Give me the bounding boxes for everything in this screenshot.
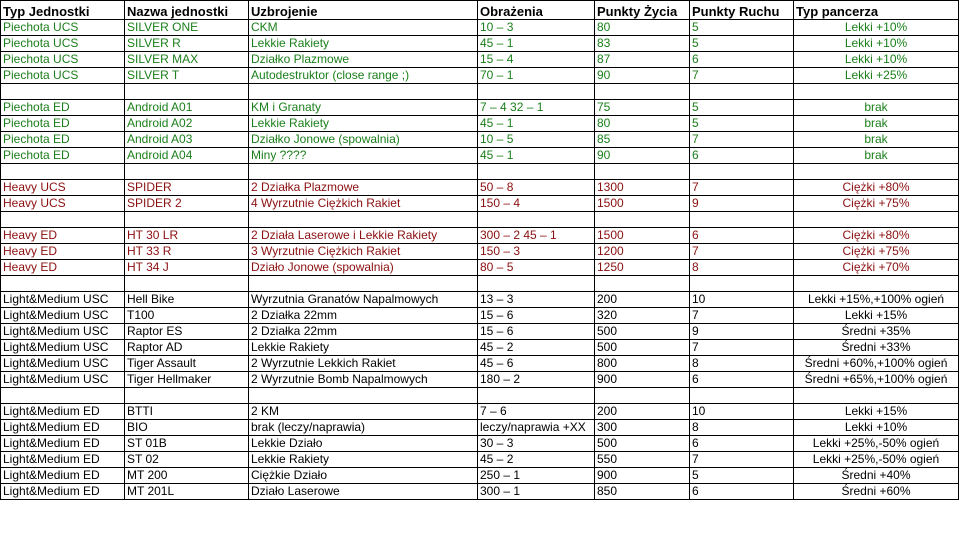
- cell-weapons[interactable]: Działko Jonowe (spowalnia): [249, 132, 478, 148]
- cell-unit-type[interactable]: Piechota UCS: [1, 20, 125, 36]
- cell-unit-name[interactable]: Tiger Hellmaker: [125, 372, 249, 388]
- cell-movement[interactable]: 7: [690, 132, 794, 148]
- cell-health[interactable]: 500: [595, 340, 690, 356]
- cell-movement[interactable]: [690, 164, 794, 180]
- cell-unit-type[interactable]: Light&Medium USC: [1, 308, 125, 324]
- table-row: [1, 468, 959, 484]
- cell-unit-name[interactable]: ST 02: [125, 452, 249, 468]
- cell-damage[interactable]: 10 – 3: [478, 20, 595, 36]
- cell-damage[interactable]: [478, 164, 595, 180]
- cell-weapons[interactable]: Lekkie Rakiety: [249, 452, 478, 468]
- cell-armor[interactable]: Lekki +15%: [794, 404, 959, 420]
- cell-weapons[interactable]: 2 Działka 22mm: [249, 324, 478, 340]
- header-row: [1, 1, 959, 20]
- cell-damage[interactable]: 150 – 4: [478, 196, 595, 212]
- cell-damage[interactable]: 45 – 1: [478, 148, 595, 164]
- cell-unit-type[interactable]: Light&Medium ED: [1, 436, 125, 452]
- spacer-row: [1, 388, 959, 404]
- cell-weapons[interactable]: [249, 84, 478, 100]
- spacer-row: [1, 276, 959, 292]
- cell-armor[interactable]: Ciężki +80%: [794, 180, 959, 196]
- cell-weapons[interactable]: Lekkie Rakiety: [249, 340, 478, 356]
- header-unit-type: Typ Jednostki: [1, 1, 125, 20]
- cell-unit-type[interactable]: Piechota UCS: [1, 52, 125, 68]
- table-row: [1, 372, 959, 388]
- cell-unit-name[interactable]: Hell Bike: [125, 292, 249, 308]
- cell-armor[interactable]: Lekki +10%: [794, 52, 959, 68]
- cell-health[interactable]: 83: [595, 36, 690, 52]
- cell-damage[interactable]: 45 – 2: [478, 452, 595, 468]
- cell-weapons[interactable]: Miny ????: [249, 148, 478, 164]
- cell-unit-type[interactable]: [1, 276, 125, 292]
- table-body: [1, 20, 959, 500]
- cell-unit-name[interactable]: BIO: [125, 420, 249, 436]
- cell-damage[interactable]: [478, 212, 595, 228]
- cell-health[interactable]: 900: [595, 468, 690, 484]
- cell-damage[interactable]: 50 – 8: [478, 180, 595, 196]
- cell-unit-type[interactable]: Piechota ED: [1, 148, 125, 164]
- cell-unit-type[interactable]: Piechota UCS: [1, 36, 125, 52]
- table-row: [1, 132, 959, 148]
- cell-unit-type[interactable]: Heavy UCS: [1, 180, 125, 196]
- cell-armor[interactable]: Lekki +25%: [794, 68, 959, 84]
- cell-damage[interactable]: 150 – 3: [478, 244, 595, 260]
- cell-weapons[interactable]: 4 Wyrzutnie Ciężkich Rakiet: [249, 196, 478, 212]
- cell-unit-name[interactable]: Android A03: [125, 132, 249, 148]
- table-row: [1, 484, 959, 500]
- cell-damage[interactable]: 10 – 5: [478, 132, 595, 148]
- header-armor: Typ pancerza: [794, 1, 959, 20]
- cell-weapons[interactable]: 3 Wyrzutnie Ciężkich Rakiet: [249, 244, 478, 260]
- cell-weapons[interactable]: Działo Laserowe: [249, 484, 478, 500]
- spacer-row: [1, 164, 959, 180]
- cell-movement[interactable]: [690, 388, 794, 404]
- cell-unit-type[interactable]: Light&Medium ED: [1, 452, 125, 468]
- cell-weapons[interactable]: Ciężkie Działo: [249, 468, 478, 484]
- cell-unit-name[interactable]: Tiger Assault: [125, 356, 249, 372]
- cell-unit-name[interactable]: Android A01: [125, 100, 249, 116]
- cell-movement[interactable]: 8: [690, 420, 794, 436]
- cell-armor[interactable]: [794, 388, 959, 404]
- cell-health[interactable]: 87: [595, 52, 690, 68]
- cell-unit-name[interactable]: Android A02: [125, 116, 249, 132]
- spacer-row: [1, 84, 959, 100]
- cell-unit-name[interactable]: T100: [125, 308, 249, 324]
- cell-health[interactable]: 85: [595, 132, 690, 148]
- cell-health[interactable]: 550: [595, 452, 690, 468]
- cell-damage[interactable]: 45 – 6: [478, 356, 595, 372]
- cell-damage[interactable]: 300 – 2 45 – 1: [478, 228, 595, 244]
- cell-unit-type[interactable]: [1, 164, 125, 180]
- cell-armor[interactable]: Ciężki +75%: [794, 196, 959, 212]
- cell-damage[interactable]: 300 – 1: [478, 484, 595, 500]
- cell-unit-type[interactable]: Light&Medium USC: [1, 292, 125, 308]
- cell-unit-name[interactable]: BTTI: [125, 404, 249, 420]
- cell-damage[interactable]: [478, 388, 595, 404]
- cell-unit-name[interactable]: SPIDER 2: [125, 196, 249, 212]
- cell-armor[interactable]: Średni +40%: [794, 468, 959, 484]
- table-row: [1, 404, 959, 420]
- cell-health[interactable]: [595, 276, 690, 292]
- cell-armor[interactable]: Średni +35%: [794, 324, 959, 340]
- cell-damage[interactable]: 7 – 6: [478, 404, 595, 420]
- cell-damage[interactable]: 13 – 3: [478, 292, 595, 308]
- cell-health[interactable]: 80: [595, 116, 690, 132]
- cell-movement[interactable]: 8: [690, 356, 794, 372]
- cell-movement[interactable]: 5: [690, 116, 794, 132]
- cell-unit-type[interactable]: Light&Medium ED: [1, 468, 125, 484]
- cell-armor[interactable]: brak: [794, 100, 959, 116]
- cell-weapons[interactable]: Autodestruktor (close range ;): [249, 68, 478, 84]
- cell-damage[interactable]: 180 – 2: [478, 372, 595, 388]
- cell-weapons[interactable]: 2 Działka Plazmowe: [249, 180, 478, 196]
- cell-health[interactable]: 75: [595, 100, 690, 116]
- cell-unit-type[interactable]: Light&Medium ED: [1, 420, 125, 436]
- cell-unit-type[interactable]: Light&Medium USC: [1, 324, 125, 340]
- cell-armor[interactable]: Lekki +25%,-50% ogień: [794, 452, 959, 468]
- table-row: [1, 292, 959, 308]
- cell-unit-type[interactable]: Light&Medium USC: [1, 356, 125, 372]
- cell-unit-name[interactable]: SILVER MAX: [125, 52, 249, 68]
- cell-movement[interactable]: 7: [690, 180, 794, 196]
- cell-unit-type[interactable]: [1, 212, 125, 228]
- cell-unit-type[interactable]: Piechota ED: [1, 116, 125, 132]
- cell-health[interactable]: 200: [595, 292, 690, 308]
- cell-movement[interactable]: 7: [690, 308, 794, 324]
- cell-unit-name[interactable]: SILVER T: [125, 68, 249, 84]
- cell-weapons[interactable]: Lekkie Rakiety: [249, 36, 478, 52]
- table-row: [1, 324, 959, 340]
- cell-movement[interactable]: 10: [690, 404, 794, 420]
- cell-damage[interactable]: 70 – 1: [478, 68, 595, 84]
- cell-health[interactable]: 1500: [595, 196, 690, 212]
- cell-unit-type[interactable]: [1, 388, 125, 404]
- cell-armor[interactable]: [794, 276, 959, 292]
- cell-armor[interactable]: Lekki +25%,-50% ogień: [794, 436, 959, 452]
- table-row: [1, 228, 959, 244]
- cell-unit-name[interactable]: [125, 84, 249, 100]
- cell-unit-name[interactable]: HT 33 R: [125, 244, 249, 260]
- cell-unit-type[interactable]: Light&Medium ED: [1, 404, 125, 420]
- cell-unit-name[interactable]: SPIDER: [125, 180, 249, 196]
- table-row: [1, 36, 959, 52]
- cell-damage[interactable]: 45 – 2: [478, 340, 595, 356]
- cell-movement[interactable]: 5: [690, 468, 794, 484]
- table-row: [1, 148, 959, 164]
- cell-health[interactable]: [595, 164, 690, 180]
- cell-weapons[interactable]: [249, 164, 478, 180]
- cell-health[interactable]: 1200: [595, 244, 690, 260]
- cell-damage[interactable]: [478, 84, 595, 100]
- cell-movement[interactable]: 10: [690, 292, 794, 308]
- cell-movement[interactable]: 6: [690, 52, 794, 68]
- cell-weapons[interactable]: Lekkie Rakiety: [249, 116, 478, 132]
- table-row: [1, 244, 959, 260]
- cell-unit-type[interactable]: Heavy ED: [1, 228, 125, 244]
- cell-weapons[interactable]: 2 KM: [249, 404, 478, 420]
- cell-armor[interactable]: Średni +60%,+100% ogień: [794, 356, 959, 372]
- cell-movement[interactable]: 7: [690, 340, 794, 356]
- cell-unit-type[interactable]: Heavy ED: [1, 244, 125, 260]
- cell-weapons[interactable]: CKM: [249, 20, 478, 36]
- cell-weapons[interactable]: brak (leczy/naprawia): [249, 420, 478, 436]
- cell-unit-type[interactable]: Piechota ED: [1, 100, 125, 116]
- cell-weapons[interactable]: Lekkie Działo: [249, 436, 478, 452]
- cell-movement[interactable]: [690, 212, 794, 228]
- table-row: [1, 260, 959, 276]
- cell-weapons[interactable]: Działo Jonowe (spowalnia): [249, 260, 478, 276]
- cell-unit-name[interactable]: ST 01B: [125, 436, 249, 452]
- cell-movement[interactable]: 7: [690, 244, 794, 260]
- cell-unit-name[interactable]: [125, 388, 249, 404]
- cell-armor[interactable]: brak: [794, 132, 959, 148]
- cell-unit-name[interactable]: [125, 164, 249, 180]
- table-row: [1, 52, 959, 68]
- cell-health[interactable]: 800: [595, 356, 690, 372]
- cell-armor[interactable]: [794, 84, 959, 100]
- cell-unit-name[interactable]: MT 201L: [125, 484, 249, 500]
- cell-health[interactable]: 850: [595, 484, 690, 500]
- cell-weapons[interactable]: 2 Wyrzutnie Bomb Napalmowych: [249, 372, 478, 388]
- cell-weapons[interactable]: [249, 276, 478, 292]
- cell-health[interactable]: 300: [595, 420, 690, 436]
- cell-movement[interactable]: 6: [690, 148, 794, 164]
- cell-unit-type[interactable]: Light&Medium USC: [1, 340, 125, 356]
- cell-unit-name[interactable]: HT 34 J: [125, 260, 249, 276]
- cell-health[interactable]: 200: [595, 404, 690, 420]
- cell-movement[interactable]: 8: [690, 260, 794, 276]
- cell-unit-name[interactable]: SILVER ONE: [125, 20, 249, 36]
- cell-movement[interactable]: 6: [690, 372, 794, 388]
- cell-health[interactable]: 80: [595, 20, 690, 36]
- table-row: [1, 452, 959, 468]
- cell-health[interactable]: [595, 84, 690, 100]
- cell-movement[interactable]: [690, 84, 794, 100]
- cell-armor[interactable]: brak: [794, 116, 959, 132]
- cell-health[interactable]: 1500: [595, 228, 690, 244]
- cell-armor[interactable]: Ciężki +70%: [794, 260, 959, 276]
- table-row: [1, 196, 959, 212]
- cell-unit-name[interactable]: Android A04: [125, 148, 249, 164]
- cell-unit-name[interactable]: Raptor AD: [125, 340, 249, 356]
- cell-unit-name[interactable]: MT 200: [125, 468, 249, 484]
- cell-unit-type[interactable]: Piechota UCS: [1, 68, 125, 84]
- cell-unit-type[interactable]: [1, 84, 125, 100]
- cell-armor[interactable]: Lekki +15%: [794, 308, 959, 324]
- header-unit-name: Nazwa jednostki: [125, 1, 249, 20]
- cell-health[interactable]: 320: [595, 308, 690, 324]
- cell-damage[interactable]: 250 – 1: [478, 468, 595, 484]
- cell-unit-name[interactable]: SILVER R: [125, 36, 249, 52]
- cell-weapons[interactable]: Działko Plazmowe: [249, 52, 478, 68]
- cell-damage[interactable]: 80 – 5: [478, 260, 595, 276]
- cell-movement[interactable]: 5: [690, 100, 794, 116]
- cell-unit-name[interactable]: HT 30 LR: [125, 228, 249, 244]
- cell-armor[interactable]: Lekki +10%: [794, 36, 959, 52]
- cell-health[interactable]: 500: [595, 436, 690, 452]
- table-row: [1, 68, 959, 84]
- table-row: [1, 420, 959, 436]
- cell-armor[interactable]: [794, 212, 959, 228]
- cell-damage[interactable]: leczy/naprawia +XX: [478, 420, 595, 436]
- cell-health[interactable]: 500: [595, 324, 690, 340]
- cell-armor[interactable]: Lekki +15%,+100% ogień: [794, 292, 959, 308]
- cell-armor[interactable]: Ciężki +75%: [794, 244, 959, 260]
- cell-damage[interactable]: 45 – 1: [478, 116, 595, 132]
- cell-armor[interactable]: [794, 164, 959, 180]
- cell-movement[interactable]: 9: [690, 324, 794, 340]
- table-row: [1, 356, 959, 372]
- header-damage: Obrażenia: [478, 1, 595, 20]
- table-row: [1, 308, 959, 324]
- cell-health[interactable]: [595, 212, 690, 228]
- cell-health[interactable]: 1300: [595, 180, 690, 196]
- cell-armor[interactable]: Średni +60%: [794, 484, 959, 500]
- cell-movement[interactable]: 6: [690, 484, 794, 500]
- header-health: Punkty Życia: [595, 1, 690, 20]
- cell-movement[interactable]: 7: [690, 452, 794, 468]
- cell-movement[interactable]: 6: [690, 436, 794, 452]
- cell-weapons[interactable]: Wyrzutnia Granatów Napalmowych: [249, 292, 478, 308]
- cell-armor[interactable]: Średni +33%: [794, 340, 959, 356]
- cell-weapons[interactable]: 2 Działka 22mm: [249, 308, 478, 324]
- table-row: [1, 116, 959, 132]
- table-row: [1, 20, 959, 36]
- header-weapons: Uzbrojenie: [249, 1, 478, 20]
- cell-unit-type[interactable]: Light&Medium ED: [1, 484, 125, 500]
- cell-health[interactable]: [595, 388, 690, 404]
- cell-movement[interactable]: 9: [690, 196, 794, 212]
- cell-unit-name[interactable]: [125, 276, 249, 292]
- cell-health[interactable]: 90: [595, 68, 690, 84]
- cell-armor[interactable]: Lekki +10%: [794, 420, 959, 436]
- cell-health[interactable]: 900: [595, 372, 690, 388]
- table-row: [1, 436, 959, 452]
- cell-weapons[interactable]: 2 Działa Laserowe i Lekkie Rakiety: [249, 228, 478, 244]
- cell-unit-type[interactable]: Piechota ED: [1, 132, 125, 148]
- cell-damage[interactable]: [478, 276, 595, 292]
- cell-health[interactable]: 1250: [595, 260, 690, 276]
- cell-damage[interactable]: 30 – 3: [478, 436, 595, 452]
- cell-unit-name[interactable]: Raptor ES: [125, 324, 249, 340]
- cell-damage[interactable]: 15 – 6: [478, 324, 595, 340]
- cell-health[interactable]: 90: [595, 148, 690, 164]
- cell-armor[interactable]: Lekki +10%: [794, 20, 959, 36]
- cell-unit-name[interactable]: [125, 212, 249, 228]
- cell-weapons[interactable]: [249, 388, 478, 404]
- table-row: [1, 340, 959, 356]
- cell-movement[interactable]: 5: [690, 36, 794, 52]
- cell-movement[interactable]: [690, 276, 794, 292]
- cell-weapons[interactable]: KM i Granaty: [249, 100, 478, 116]
- cell-unit-type[interactable]: Heavy ED: [1, 260, 125, 276]
- table-row: [1, 180, 959, 196]
- cell-weapons[interactable]: 2 Wyrzutnie Lekkich Rakiet: [249, 356, 478, 372]
- cell-armor[interactable]: brak: [794, 148, 959, 164]
- cell-weapons[interactable]: [249, 212, 478, 228]
- cell-armor[interactable]: Ciężki +80%: [794, 228, 959, 244]
- cell-unit-type[interactable]: Light&Medium USC: [1, 372, 125, 388]
- cell-damage[interactable]: 15 – 6: [478, 308, 595, 324]
- header-movement: Punkty Ruchu: [690, 1, 794, 20]
- table-row: [1, 100, 959, 116]
- spacer-row: [1, 212, 959, 228]
- cell-damage[interactable]: 7 – 4 32 – 1: [478, 100, 595, 116]
- cell-movement[interactable]: 5: [690, 20, 794, 36]
- cell-armor[interactable]: Średni +65%,+100% ogień: [794, 372, 959, 388]
- cell-damage[interactable]: 45 – 1: [478, 36, 595, 52]
- cell-unit-type[interactable]: Heavy UCS: [1, 196, 125, 212]
- cell-movement[interactable]: 6: [690, 228, 794, 244]
- cell-damage[interactable]: 15 – 4: [478, 52, 595, 68]
- cell-movement[interactable]: 7: [690, 68, 794, 84]
